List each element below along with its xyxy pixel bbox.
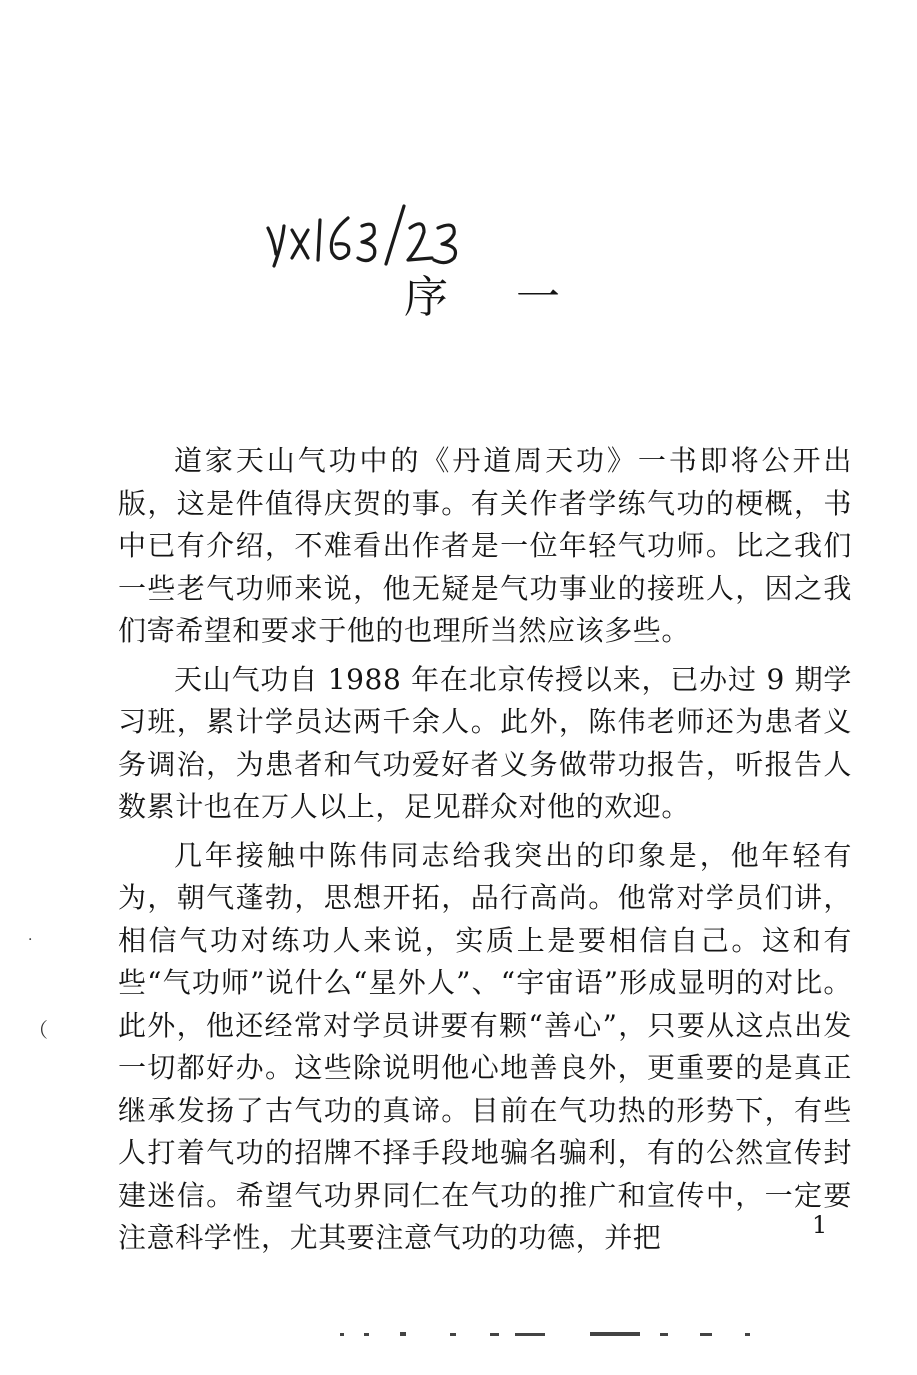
margin-mark-bracket: （ — [28, 1018, 48, 1042]
preface-title — [0, 268, 917, 328]
title-char-2: 一 — [516, 272, 560, 323]
paragraph-3: 几年接触中陈伟同志给我突出的印象是，他年轻有为，朝气蓬勃，思想开拓，品行高尚。他常对学员们讲，相信气功对练功人来说，实质上是要相信自己。这和有些“气功师”说什么“星外人”、“宇宙语”形成显明的对比。此外，他还经常对学员讲要有颗“善心”，只要从这点出发一切都好办。这些除说明他心地善良外，更重要的是真正继承发扬了古气功的真谛。目前在气功热的形势下，有些人打着气功的招牌不择手段地骗名骗利，有的公然宣传封建迷信。希望气功界同仁在气功的推广和宣传中，一定要注意科学性，尤其要注意气功的功德，并把 — [118, 838, 852, 1254]
page-number: 1 — [812, 1211, 828, 1239]
margin-mark-dot: · — [28, 932, 33, 948]
title-char-1: 序 — [404, 272, 448, 323]
paragraph-1: 道家天山气功中的《丹道周天功》一书即将公开出版，这是件值得庆贺的事。有关作者学练气功的梗概，书中已有介绍，不难看出作者是一位年轻气功师。比之我们一些老气功师来说，他无疑是气功事业的接班人，因之我们寄希望和要求于他的也理所当然应该多些。 — [118, 444, 852, 647]
paragraph-2: 天山气功自 1988 年在北京传授以来，已办过 9 期学习班，累计学员达两千余人。此外，陈伟老师还为患者义务调治，为患者和气功爱好者义务做带功报告，听报告人数累计也在万人以上，足见群众对他的欢迎。 — [118, 662, 852, 823]
handwritten-annotation — [262, 200, 472, 270]
scan-artifact-line — [340, 1328, 760, 1342]
preface-body — [118, 440, 852, 1266]
